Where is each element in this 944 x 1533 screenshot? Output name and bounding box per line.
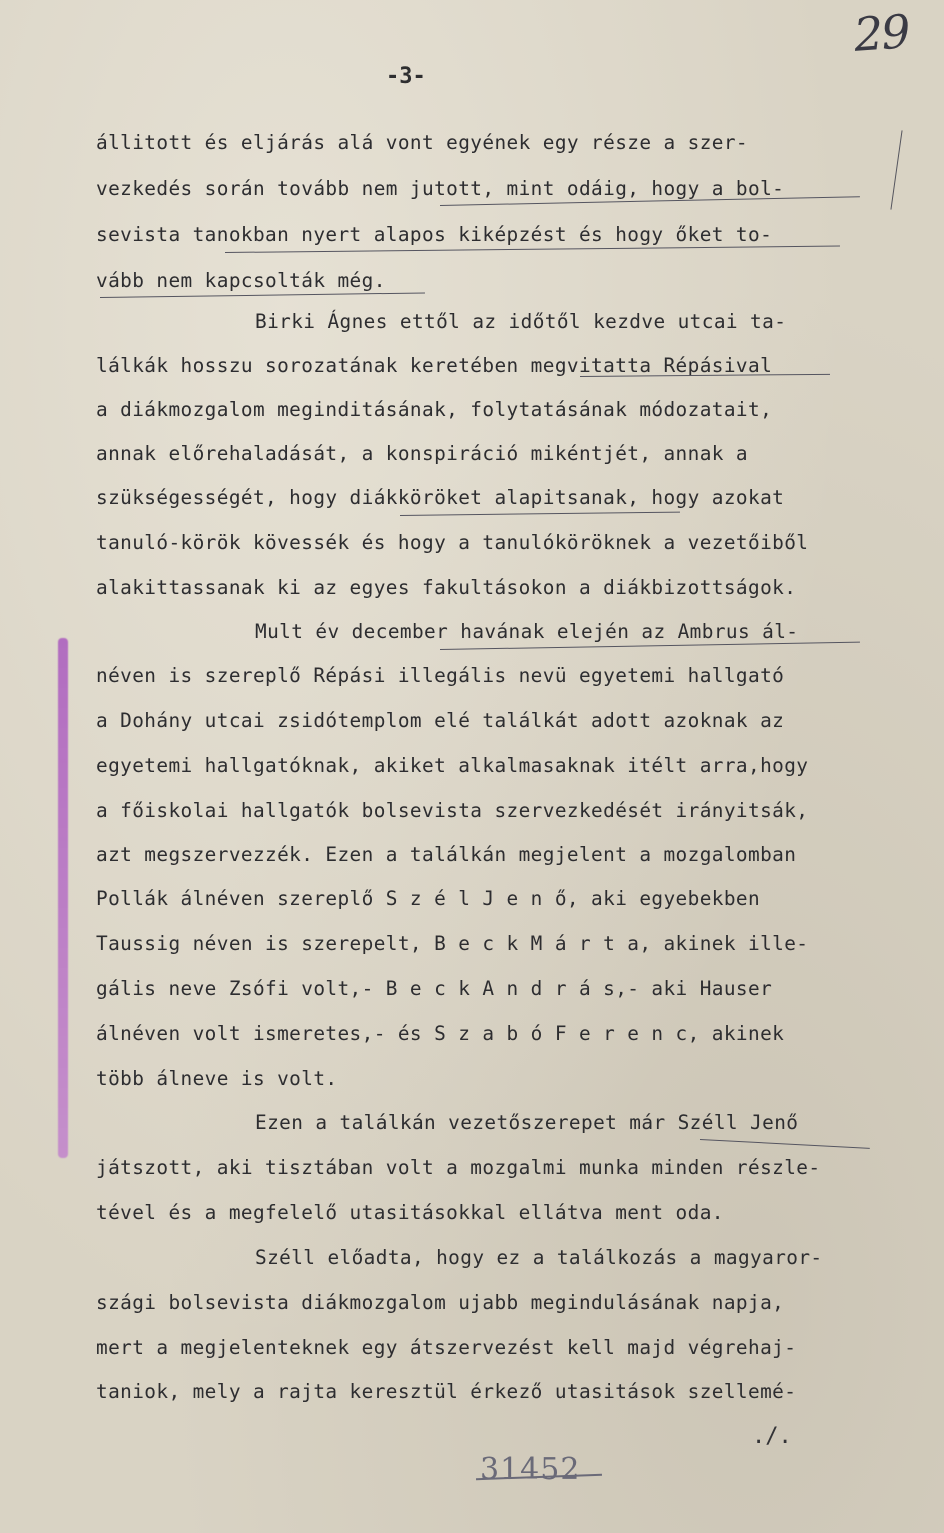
text-line: vezkedés során tovább nem jutott, mint odáig, hogy a bol- (96, 177, 785, 200)
text-line: Széll előadta, hogy ez a találkozás a magyaror- (255, 1246, 823, 1269)
handwritten-page-number: 29 (852, 4, 911, 62)
margin-highlight-bar (58, 638, 68, 1158)
text-line: szükségességét, hogy diákköröket alapitsanak, hogy azokat (96, 486, 785, 509)
text-line: Birki Ágnes ettől az időtől kezdve utcai ta- (255, 310, 787, 333)
text-line: szági bolsevista diákmozgalom ujabb megindulásának napja, (96, 1291, 785, 1314)
text-line: a Dohány utcai zsidótemplom elé találkát adott azoknak az (96, 709, 785, 732)
text-line: Mult év december havának elején az Ambrus ál- (255, 620, 799, 643)
text-line: annak előrehaladását, a konspiráció mikéntjét, annak a (96, 442, 749, 465)
text-line: lálkák hosszu sorozatának keretében megvitatta Répásival (96, 354, 773, 377)
text-line: a főiskolai hallgatók bolsevista szervezkedését irányitsák, (96, 799, 809, 822)
text-line: Taussig néven is szerepelt, B e c k M á r t a, akinek ille- (96, 932, 809, 955)
typed-page-number: -3- (386, 64, 426, 89)
text-line: Ezen a találkán vezetőszerepet már Széll Jenő (255, 1111, 799, 1134)
text-line: több álneve is volt. (96, 1067, 338, 1090)
text-line: tanuló-körök kövessék és hogy a tanulóköröknek a vezetőiből (96, 531, 809, 554)
text-line: gális neve Zsófi volt,- B e c k A n d r á s,- aki Hauser (96, 977, 773, 1000)
text-line: azt megszervezzék. Ezen a találkán megjelent a mozgalomban (96, 843, 797, 866)
text-line: állitott és eljárás alá vont egyének egy része a szer- (96, 131, 749, 154)
pencil-underline (700, 1139, 870, 1149)
text-line: álnéven volt ismeretes,- és S z a b ó F e r e n c, akinek (96, 1022, 785, 1045)
text-line: játszott, aki tisztában volt a mozgalmi munka minden részle- (96, 1156, 821, 1179)
text-line: a diákmozgalom meginditásának, folytatásának módozatait, (96, 398, 773, 421)
text-line: sevista tanokban nyert alapos kiképzést és hogy őket to- (96, 223, 773, 246)
text-line: taniok, mely a rajta keresztül érkező utasitások szellemé- (96, 1380, 797, 1403)
text-line: tével és a megfelelő utasitásokkal ellátva ment oda. (96, 1201, 724, 1224)
archive-number: 31452 (480, 1452, 581, 1487)
text-line: Pollák álnéven szereplő S z é l J e n ő, aki egyebekben (96, 887, 761, 910)
text-line: vább nem kapcsolták még. (96, 269, 386, 292)
text-line: mert a megjelenteknek egy átszervezést kell majd végrehaj- (96, 1336, 797, 1359)
continuation-mark: ./. (752, 1424, 792, 1449)
margin-pencil-mark (890, 130, 902, 209)
text-line: alakittassanak ki az egyes fakultásokon a diákbizottságok. (96, 576, 797, 599)
text-line: néven is szereplő Répási illegális nevü egyetemi hallgató (96, 664, 785, 687)
text-line: egyetemi hallgatóknak, akiket alkalmasaknak itélt arra,hogy (96, 754, 809, 777)
